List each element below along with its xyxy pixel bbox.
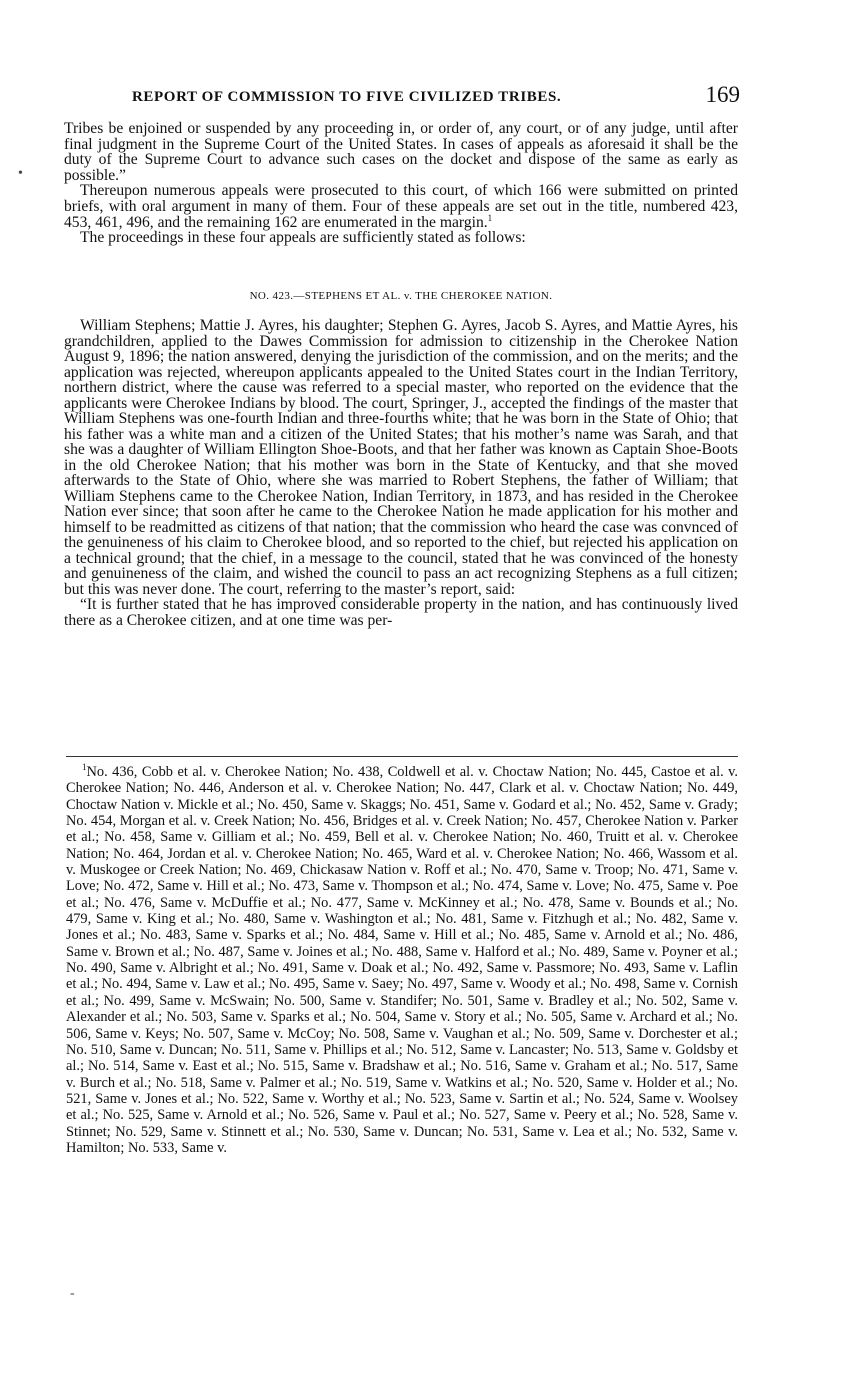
margin-bullet-mark: • (18, 166, 23, 181)
footnote-text: No. 436, Cobb et al. v. Cherokee Nation; No. 438, Coldwell et al. v. Choctaw Nation; No. 445, Castoe et al. v. Cherokee Nation; No. 446, Anderson et al. v. Cherokee Nation; No. 447, Clark et al. v. Choctaw Nation; No. 449, Choctaw Nation v. Mickle et al.; No. 450, Same v. Skaggs; No. 451, Same v. Godard et al.; No. 452, Same v. Grady; No. 454, Morgan et al. v. Creek Nation; No. 456, Bridges et al. v. Creek Nation; No. 457, Cherokee Nation v. Parker et al.; No. 458, Same v. Gilliam et al.; No. 459, Bell et al. v. Cherokee Nation; No. 460, Truitt et al. v. Cherokee Nation; No. 464, Jordan et al. v. Cherokee Nation; No. 465, Ward et al. v. Cherokee Nation; No. 466, Wassom et al. v. Muskogee or Creek Nation; No. 469, Chickasaw Nation v. Roff et al.; No. 470, Same v. Troop; No. 471, Same v. Love; No. 472, Same v. Hill et al.; No. 473, Same v. Thompson et al.; No. 474, Same v. Love; No. 475, Same v. Poe et al.; No. 476, Same v. McDuffie et al.; No. 477, Same v. McKinney et al.; No. 478, Same v. Bounds et al.; No. 479, Same v. King et al.; No. 480, Same v. Washington et al.; No. 481, Same v. Fitzhugh et al.; No. 482, Same v. Jones et al.; No. 483, Same v. Sparks et al.; No. 484, Same v. Hill et al.; No. 485, Same v. Arnold et al.; No. 486, Same v. Brown et al.; No. 487, Same v. Joines et al.; No. 488, Same v. Halford et al.; No. 489, Same v. Poyner et al.; No. 490, Same v. Albright et al.; No. 491, Same v. Doak et al.; No. 492, Same v. Passmore; No. 493, Same v. Laflin et al.; No. 494, Same v. Law et al.; No. 495, Same v. Saey; No. 497, Same v. Woody et al.; No. 498, Same v. Cornish et al.; No. 499, Same v. McSwain; No. 500, Same v. Standifer; No. 501, Same v. Bradley et al.; No. 502, Same v. Alexander et al.; No. 503, Same v. Sparks et al.; No. 504, Same v. Story et al.; No. 505, Same v. Archard et al.; No. 506, Same v. Keys; No. 507, Same v. McCoy; No. 508, Same v. Vaughan et al.; No. 509, Same v. Dorchester et al.; No. 510, Same v. Duncan; No. 511, Same v. Phillips et al.; No. 512, Same v. Lancaster; No. 513, Same v. Goldsby et al.; No. 514, Same v. East et al.; No. 515, Same v. Bradshaw et al.; No. 516, Same v. Graham et al.; No. 517, Same v. Burch et al.; No. 518, Same v. Palmer et al.; No. 519, Same v. Watkins et al.; No. 520, Same v. Holder et al.; No. 521, Same v. Jones et al.; No. 522, Same v. Worthy et al.; No. 523, Same v. Sartin et al.; No. 524, Same v. Woolsey et al.; No. 525, Same v. Arnold et al.; No. 526, Same v. Paul et al.; No. 527, Same v. Peery et al.; No. 528, Same v. Stinnet; No. 529, Same v. Stinnett et al.; No. 530, Same v. Duncan; No. 531, Same v. Lea et al.; No. 532, Same v. Hamilton; No. 533, Same v. (66, 764, 738, 1156)
paragraph-proceedings: The proceedings in these four appeals are sufficiently stated as follows: (80, 229, 526, 247)
footnote-paragraph (66, 764, 738, 1156)
case-paragraph-quote: “It is further stated that he has improved considerable property in the nation, and has continuously lived there as a Cherokee citizen, and at one time was per- (64, 596, 738, 629)
case-paragraph-facts: William Stephens; Mattie J. Ayres, his daughter; Stephen G. Ayres, Jacob S. Ayres, and Mattie Ayres, his grandchildren, applied to the Dawes Commission for admission to citizenship in the Cherokee Nation August 9, 1896; the nation answered, denying the jurisdiction of the commission, and on the merits; and the application was rejected, whereupon applicants appealed to the United States court in the Indian Territory, northern district, where the cause was referred to a special master, who reported on the evidence that the applicants were Cherokee Indians by blood. The court, Springer, J., accepted the findings of the master that William Stephens was one-fourth Indian and three-fourths white; that he was born in the State of Ohio; that his father was a white man and a citizen of the United States; that his mother’s name was Sarah, and that she was a daughter of William Ellington Shoe-Boots, and that her father was known as Captain Shoe-Boots in the old Cherokee Nation; that his mother was born in the State of Kentucky, and that she moved afterwards to the State of Ohio, where she was married to Robert Stephens, the father of William; that William Stephens came to the Cherokee Nation, Indian Territory, in 1873, and has resided in the Cherokee Nation ever since; that soon after he came to the Cherokee Nation he made application for his mother and himself to be readmitted as citizens of that nation; that the commission who heard the case was convnced of the genuineness of his claim to Cherokee blood, and so reported to the chief, but rejected his application on a technical ground; that the chief, in a message to the council, stated that he was convinced of the honesty and genuineness of the claim, and wished the council to pass an act recognizing Stephens as a full citizen; but this was never done. The court, referring to the master’s report, said: (64, 317, 738, 598)
page-header (132, 76, 740, 106)
paragraph-appeals (64, 183, 738, 230)
case-heading: NO. 423.—STEPHENS ET AL. v. THE CHEROKEE NATION. (249, 290, 553, 302)
footnote-reference: 1 (487, 212, 493, 223)
body-text (64, 121, 738, 246)
case-text (64, 318, 738, 628)
margin-dash-mark: - (70, 1286, 75, 1301)
paragraph-appeals-text: Thereupon numerous appeals were prosecuted to this court, of which 166 were submitted on printed briefs, with oral argument in many of them. Four of these appeals are set out in the title, numbered 423, 453, 461, 496, and the remaining 162 are enumerated in the margin. (64, 182, 738, 231)
running-head: REPORT OF COMMISSION TO FIVE CIVILIZED TRIBES. (132, 89, 562, 105)
footnote-divider (66, 756, 738, 757)
page-number: 169 (705, 82, 740, 107)
footnote-marker: 1 (82, 762, 87, 773)
paragraph-statute-quote: Tribes be enjoined or suspended by any proceeding in, or order of, any court, or of any judge, until after final judgment in the Supreme Court of the United States. In cases of appeals as aforesaid it shall be the duty of the Supreme Court to advance such cases on the docket and dispose of the same as early as possible.” (64, 120, 738, 184)
footnote (66, 764, 738, 1156)
